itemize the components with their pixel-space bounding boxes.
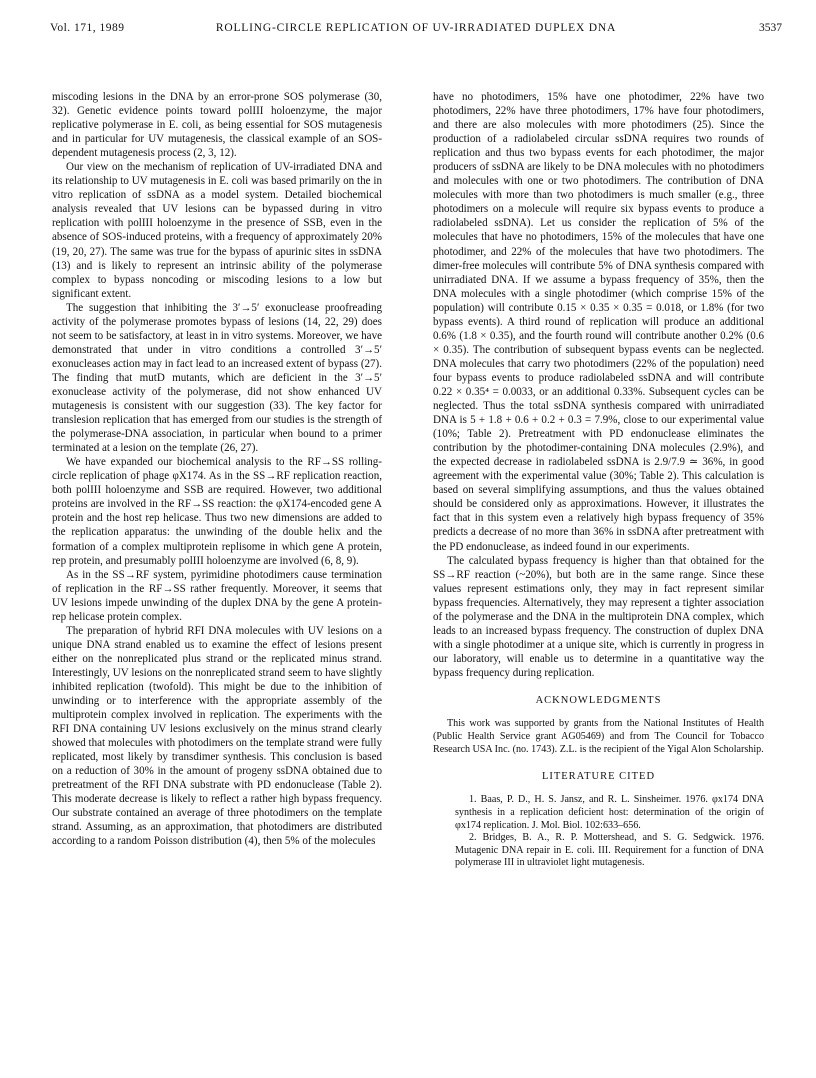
paragraph: miscoding lesions in the DNA by an error-prone SOS polymerase (30, 32). Genetic evidence points toward polIII holoenzyme, the major replicative polymerase in E. coli, as being essential for SOS mutagenesis and in particular for UV mutagenesis, the classical example of an SOS-dependent mutagenesis process (2, 3, 12). <box>52 91 382 160</box>
paragraph: The preparation of hybrid RFI DNA molecules with UV lesions on a unique DNA strand enabled us to examine the effect of lesions present either on the nonreplicated plus strand or the replicated minus strand. Interestingly, UV lesions on the nonreplicated strand seem to have slightly inhibited replication (twofold). This might be due to the inhibition of unwinding or to interference with the appropriate assembly of the multiprotein complex involved in replication. The experiments with the RFI DNA containing UV lesions exclusively on the minus strand clearly showed that molecules with photodimers on the template strand were fully replicated, most likely by transdimer synthesis. This conclusion is based on a reduction of 30% in the amount of progeny ssDNA obtained due to pretreatment of the RFI DNA substrate with PD endonuclease (Table 2). This moderate decrease is likely to reflect a rather high bypass frequency. Our substrate contained an average of three photodimers on the template strand. Assuming, as an approximation, that photodimers are distributed according to a random Poisson distribution (4), then 5% of the molecules <box>52 624 382 848</box>
left-column <box>52 90 382 849</box>
paragraph: The suggestion that inhibiting the 3′→5′ exonuclease proofreading activity of the polymerase promotes bypass of lesions (14, 22, 29) does not seem to be satisfactory, at least in in vitro systems. Moreover, we have demonstrated that under in vitro conditions a controlled 3′→5′ exonucleases action may in fact lead to an increased extent of bypass (27). The finding that mutD mutants, which are deficient in the 3′→5′ exonuclease activity of the polymerase, did not show enhanced UV mutagenesis is consistent with our suggestion (33). The key factor for translesion replication that has emerged from our studies is the strength of the polymerase-DNA association, in particular when bound to a primer terminated at a lesion on the template (26, 27). <box>52 301 382 455</box>
volume-year: Vol. 171, 1989 <box>50 22 125 34</box>
acknowledgments-heading: ACKNOWLEDGMENTS <box>535 694 662 706</box>
paragraph: Our view on the mechanism of replication of UV-irradiated DNA and its relationship to UV mutagenesis in E. coli was based primarily on the in vitro replication of ssDNA as a model system. Detailed biochemical analysis revealed that UV lesions can be bypassed during in vitro replication with polIII holoenzyme in the presence of SSB, even in the absence of SOS-induced proteins, with a frequency of approximately 20% (19, 20, 27). The same was true for the bypass of apurinic sites in ssDNA (13) and is likely to represent an intrinsic ability of the polymerase complex to bypass noncoding or miscoding lesions to a low but significant extent. <box>52 161 382 300</box>
paragraph: The calculated bypass frequency is higher than that obtained for the SS→RF reaction (~20%), but both are in the same range. Since these values represent estimations only, they may in fact represent similar bypass frequencies. Alternatively, they may represent a tighter association of the polymerase and the DNA in the multiprotein DNA complex, which leads to an increased bypass frequency. The construction of duplex DNA with a single photodimer at a unique site, which is currently in progress in our laboratory, will enable us to determine in a quantitative way the bypass frequency during replication. <box>433 554 764 679</box>
running-header <box>50 22 782 40</box>
page-number: 3537 <box>759 22 782 34</box>
reference-item: 1. Baas, P. D., H. S. Jansz, and R. L. Sinsheimer. 1976. φx174 DNA synthesis in a replication deficient host: determination of the origin of φx174 replication. J. Mol. Biol. 102:633–656. <box>455 794 764 831</box>
right-column <box>433 90 764 870</box>
running-title: ROLLING-CIRCLE REPLICATION OF UV-IRRADIATED DUPLEX DNA <box>215 22 617 34</box>
acknowledgments-text: This work was supported by grants from the National Institutes of Health (Public Health Service grant AG05469) and from The Council for Tobacco Research USA Inc. (no. 1743). Z.L. is the recipient of the Yigal Alon Scholarship. <box>433 718 764 755</box>
paragraph: have no photodimers, 15% have one photodimer, 22% have two photodimers, 22% have three photodimers, 17% have four photodimers, and there are also molecules with more photodimers (25). Since the production of a radiolabeled circular ssDNA requires two rounds of replication and thus two bypass events for each photodimer, the major producers of ssDNA are likely to be DNA molecules with no photodimers and molecules with one or two photodimers. The contribution of DNA molecules with more than two photodimers is much smaller (e.g., three photodimers on a molecule will require six bypass events to produce a radiolabeled ssDNA). Let us consider the replication of 5% of the molecules that have no photodimers, 15% of the molecules that have one photodimer, and 22% of the molecules that have two photodimers. The dimer-free molecules will contribute 5% of DNA synthesis compared with unirradiated DNA. If we assume a bypass frequency of 35%, then the DNA molecules with a single photodimer (which comprise 15% of the population) will contribute 0.15 × 0.35 × 0.35 = 0.018, or 1.8% (for two bypass events). A third round of replication will produce an additional 0.6% (1.8 × 0.35), and the fourth round will contribute another 0.2% (0.6 × 0.35). The contribution of subsequent bypass events can be neglected. DNA molecules that carry two photodimers (22% of the population) need four bypass events to produce radiolabeled ssDNA and will contribute 0.22 × 0.35⁴ = 0.0033, or an additional 0.33%. Subsequent cycles can be neglected. Thus the total ssDNA synthesis compared with unirradiated DNA is 5 + 1.8 + 0.6 + 0.2 + 0.3 = 7.9%, close to our experimental value (10%; Table 2). Pretreatment with PD endonuclease eliminates the contribution by the photodimer-containing DNA molecules (2.9%), and the expected decrease in radiolabeled ssDNA is 2.9/7.9 ≃ 36%, in good agreement with the experimental value (30%; Table 2). This calculation is based on several simplifying assumptions, and thus the values obtained should be considered only as approximations. However, it illustrates the fact that in this system even a relatively high bypass frequency of 35% predicts a decrease of no more than 36% in ssDNA after pretreatment with the PD endonuclease, as indeed found in our experiments. <box>433 91 764 553</box>
reference-item: 2. Bridges, B. A., R. P. Mottershead, and S. G. Sedgwick. 1976. Mutagenic DNA repair in E. coli. III. Requirement for a function of DNA polymerase III in ultraviolet light mutagenesis. <box>455 832 764 869</box>
paragraph: We have expanded our biochemical analysis to the RF→SS rolling-circle replication of phage φX174. As in the SS→RF replication reaction, both polIII holoenzyme and SSB are required. However, two additional proteins are involved in the RF→SS reaction: the φX174-encoded gene A protein and the host rep helicase. Thus two new dimensions are added to the replication apparatus: the unwinding of the double helix and the formation of a complex multiprotein replisome in which gene A protein, rep protein, and presumably polIII holoenzyme are involved (6, 8, 9). <box>52 456 382 567</box>
paragraph: As in the SS→RF system, pyrimidine photodimers cause termination of replication in the RF→SS rather frequently. Moreover, it seems that UV lesions impede unwinding of the duplex DNA by the gene A protein-rep helicase protein complex. <box>52 568 382 623</box>
literature-heading: LITERATURE CITED <box>541 771 656 783</box>
